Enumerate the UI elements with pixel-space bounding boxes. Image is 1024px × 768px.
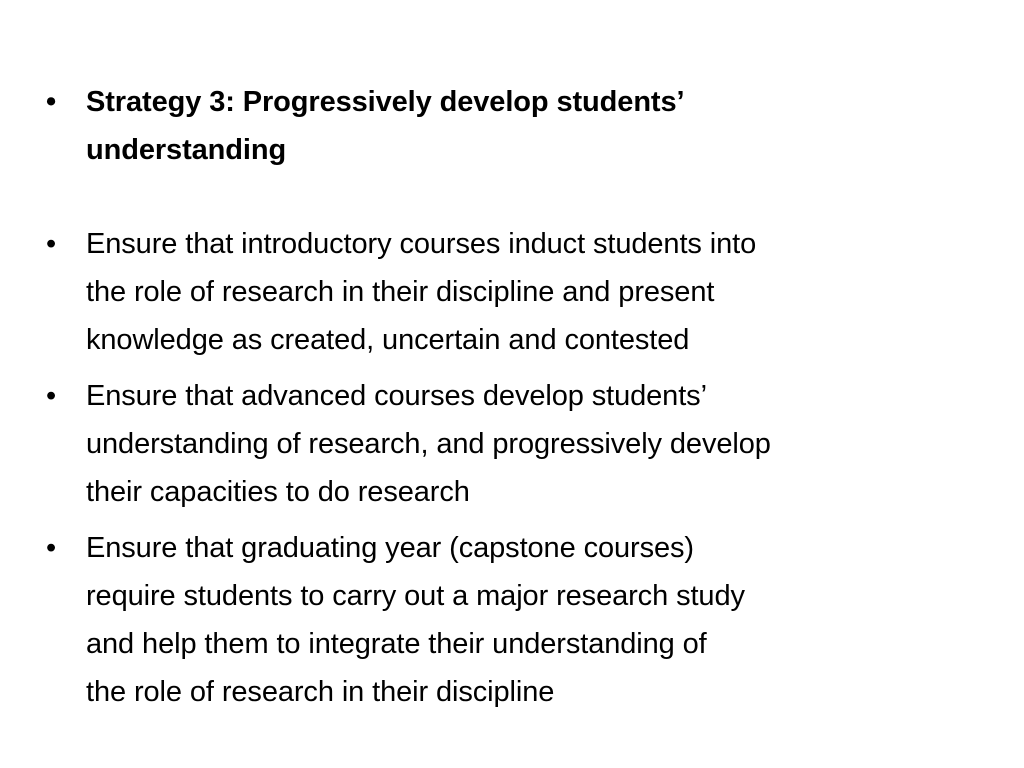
bullet-line: and help them to integrate their understanding of [86,628,707,660]
bullet-line: the role of research in their discipline [86,676,555,708]
bullet-dot-icon: • [46,532,57,564]
bullet-line: require students to carry out a major research study [86,580,745,612]
strategy-heading-bullet [46,78,966,174]
bullet-dot-icon: • [46,380,57,412]
heading-line: Strategy 3: Progressively develop students’ [86,86,685,118]
bullet-line: Ensure that introductory courses induct students into [86,228,757,260]
bullet-dot-icon: • [46,228,57,260]
capstone-courses-bullet [46,524,966,716]
bullet-line: understanding of research, and progressively develop [86,428,771,460]
bullet-list [46,78,966,724]
bullet-dot-icon: • [46,86,57,118]
advanced-courses-bullet [46,372,966,516]
heading-line: understanding [86,134,287,166]
bullet-line: Ensure that advanced courses develop students’ [86,380,707,412]
bullet-line: knowledge as created, uncertain and contested [86,324,690,356]
introductory-courses-bullet [46,220,966,364]
bullet-line: their capacities to do research [86,476,470,508]
bullet-line: Ensure that graduating year (capstone courses) [86,532,694,564]
bullet-line: the role of research in their discipline and present [86,276,715,308]
